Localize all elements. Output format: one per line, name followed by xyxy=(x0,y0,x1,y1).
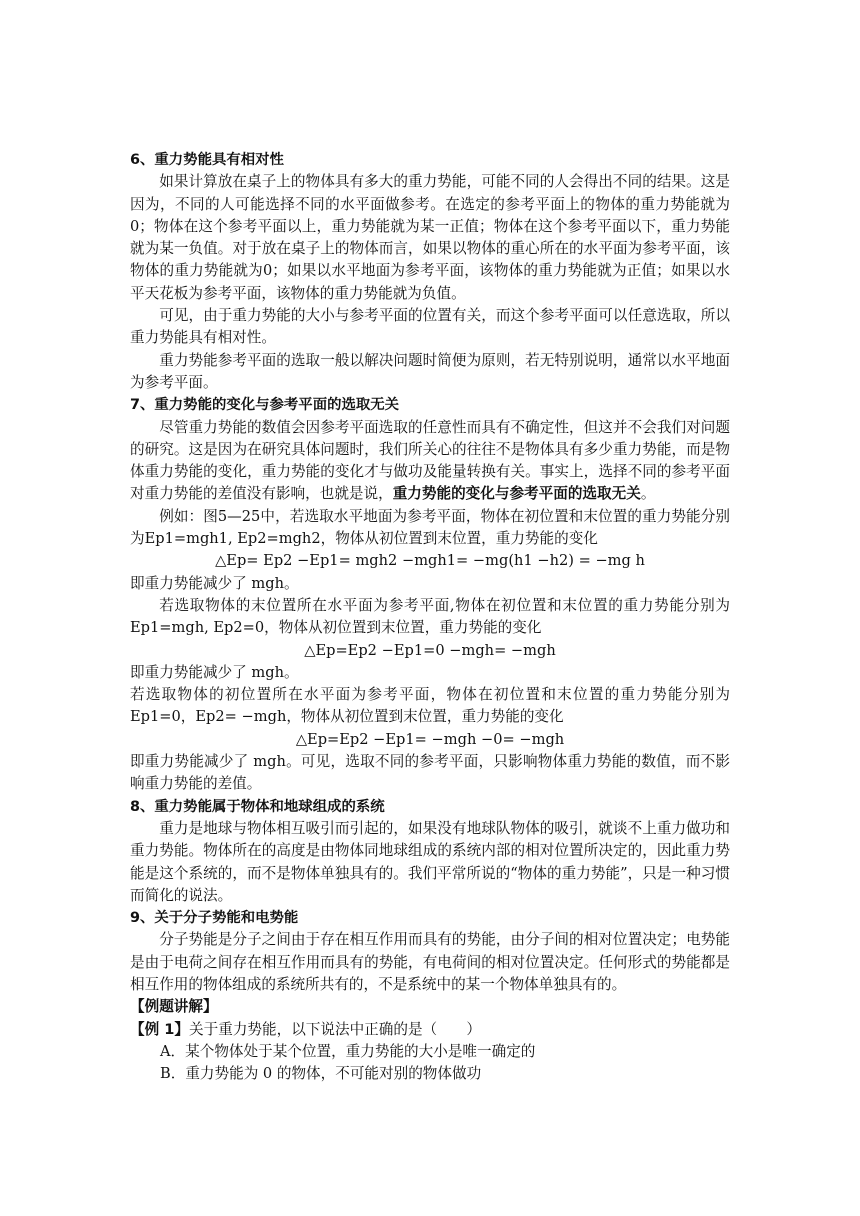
section-6-paragraph-2: 可见，由于重力势能的大小与参考平面的位置有关，而这个参考平面可以任意选取，所以重力势能具有相对性。 xyxy=(130,307,730,347)
section-6-paragraph-3: 重力势能参考平面的选取一般以解决问题时简便为原则，若无特别说明，通常以水平地面为参考平面。 xyxy=(130,351,730,391)
example-1-question-text: 关于重力势能，以下说法中正确的是（ ） xyxy=(189,1020,481,1038)
section-8-paragraph-1: 重力是地球与物体相互吸引而引起的，如果没有地球队物体的吸引，就谈不上重力做功和重力势能。物体所在的高度是由物体同地球组成的系统内部的相对位置所决定的，因此重力势能是这个系统的，而不是物体单独具有的。我们平常所说的“物体的重力势能”，只是一种习惯而简化的说法。 xyxy=(130,819,730,904)
section-7-paragraph-1-end: 。 xyxy=(640,485,656,503)
example-1-option-a: A．某个物体处于某个位置，重力势能的大小是唯一确定的 xyxy=(160,1042,536,1060)
section-7-case-2: 若选取物体的末位置所在水平面为参考平面,物体在初位置和末位置的重力势能分别为Ep1=mgh, Ep2=0，物体从初位置到末位置，重力势能的变化 xyxy=(130,596,730,637)
section-9-paragraph-1: 分子势能是分子之间由于存在相互作用而具有的势能，由分子间的相对位置决定；电势能是由于电荷之间存在相互作用而具有的势能，有电荷间的相对位置决定。任何形式的势能都是相互作用的物体组成的系统所共有的，不是系统中的某一个物体单独具有的。 xyxy=(130,931,730,993)
example-1-option-b: B．重力势能为 0 的物体，不可能对别的物体做功 xyxy=(160,1065,482,1083)
section-9-title: 9、关于分子势能和电势能 xyxy=(130,910,299,927)
section-7-paragraph-1 xyxy=(130,417,730,506)
section-6-title: 6、重力势能具有相对性 xyxy=(130,152,284,168)
section-7-paragraph-1-text: 尽管重力势能的数值会因参考平面选取的任意性而具有不确定性，但这并不会我们对问题的研究。这是因为在研究具体问题时，我们所关心的往往不是物体具有多少重力势能，而是物体重力势能的变化，重力势能的变化才与做功及能量转换有关。事实上，选择不同的参考平面对重力势能的差值没有影响，也就是说， xyxy=(130,418,730,503)
result-1: 即重力势能减少了 mgh。 xyxy=(130,574,299,592)
equation-1: △Ep= Ep2 −Ep1= mgh2 −mgh1= −mg(h1 −h2) = −mg h xyxy=(215,552,645,570)
section-7-key-conclusion: 重力势能的变化与参考平面的选取无关 xyxy=(392,485,641,503)
section-7-title: 7、重力势能的变化与参考平面的选取无关 xyxy=(130,397,400,414)
section-7-case-3: 若选取物体的初位置所在水平面为参考平面，物体在初位置和末位置的重力势能分别为Ep1=0，Ep2= −mgh，物体从初位置到末位置，重力势能的变化 xyxy=(130,686,730,726)
document-page xyxy=(130,149,730,1085)
section-6-paragraph-1: 如果计算放在桌子上的物体具有多大的重力势能，可能不同的人会得出不同的结果。这是因为，不同的人可能选择不同的水平面做参考。在选定的参考平面上的物体的重力势能就为0；物体在这个参考平面以上，重力势能就为某一正值；物体在这个参考平面以下，重力势能就为某一负值。对于放在桌子上的物体而言，如果以物体的重心所在的水平面为参考平面，该物体的重力势能就为0；如果以水平地面为参考平面，该物体的重力势能就为正值；如果以水平天花板为参考平面，该物体的重力势能就为负值。 xyxy=(130,173,730,302)
result-3: 即重力势能减少了 mgh。可见，选取不同的参考平面，只影响物体重力势能的数值，而不影响重力势能的差值。 xyxy=(130,753,730,793)
equation-2: △Ep=Ep2 −Ep1=0 −mgh= −mgh xyxy=(304,641,556,659)
examples-heading: 【例题讲解】 xyxy=(130,998,218,1016)
example-1-label: 【例 1】 xyxy=(130,1020,190,1038)
result-2: 即重力势能减少了 mgh。 xyxy=(130,663,299,681)
section-8-title: 8、重力势能属于物体和地球组成的系统 xyxy=(130,798,385,815)
example-1-question xyxy=(130,1019,730,1041)
equation-3: △Ep=Ep2 −Ep1= −mgh −0= −mgh xyxy=(295,730,565,748)
section-7-example-intro: 例如：图5—25中，若选取水平地面为参考平面，物体在初位置和末位置的重力势能分别为Ep1=mgh1, Ep2=mgh2，物体从初位置到末位置，重力势能的变化 xyxy=(130,507,730,548)
